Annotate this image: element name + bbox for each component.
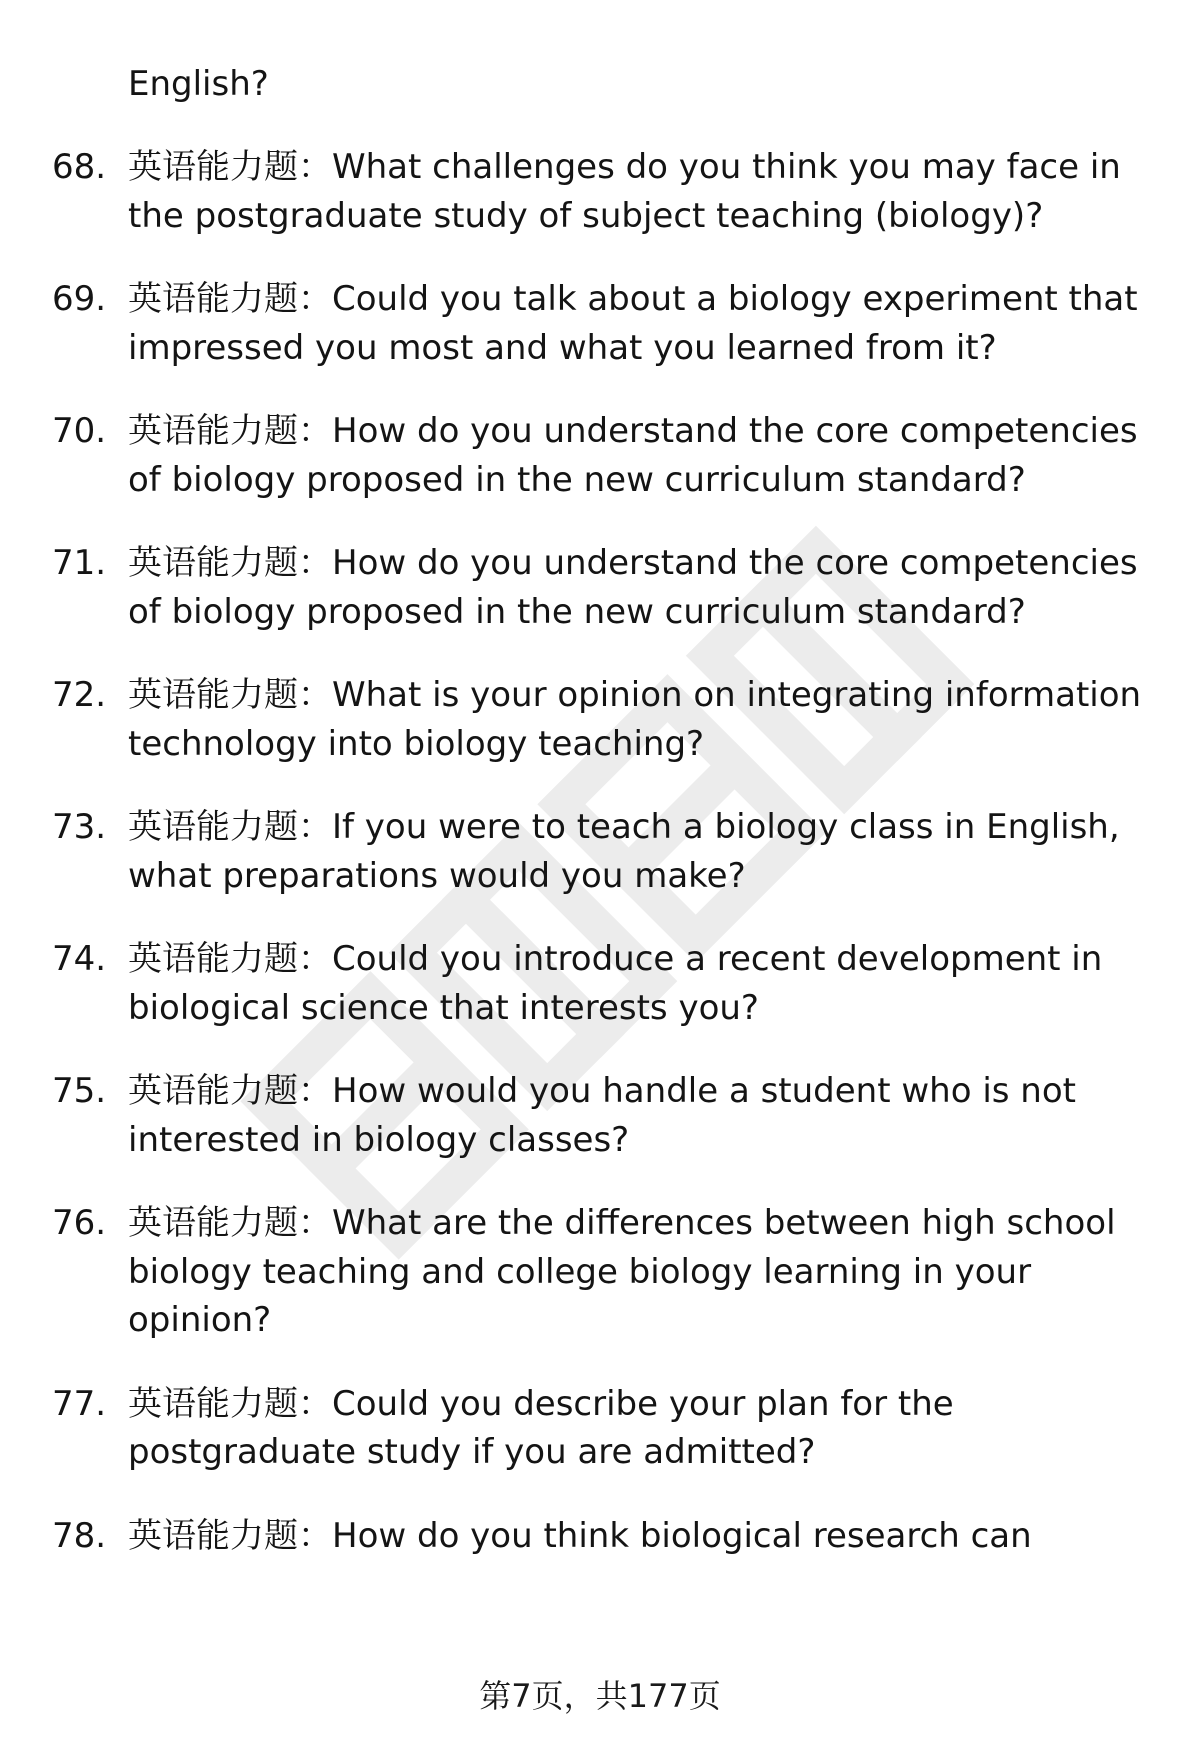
question-text: What are the differences between high school biology teaching and college biology learning in your opinion? xyxy=(128,1203,1116,1340)
question-prefix: 英语能力题： xyxy=(128,411,332,451)
question-prefix: 英语能力题： xyxy=(128,147,332,187)
question-number: 74. xyxy=(52,939,107,979)
question-number: 72. xyxy=(52,675,107,715)
question-prefix: 英语能力题： xyxy=(128,1071,332,1111)
question-text: How do you understand the core competencies of biology proposed in the new curriculum standard? xyxy=(128,543,1138,632)
question-text: If you were to teach a biology class in English, what preparations would you make? xyxy=(128,807,1120,896)
question-number: 70. xyxy=(52,411,107,451)
question-item xyxy=(0,1380,1148,1477)
question-item xyxy=(0,407,1148,504)
question-text: What challenges do you think you may face in the postgraduate study of subject teaching (biology)? xyxy=(128,147,1121,236)
page-footer: 第7页，共177页 xyxy=(479,1677,721,1715)
question-list xyxy=(0,143,1200,1595)
question-number: 71. xyxy=(52,543,107,583)
question-prefix: 英语能力题： xyxy=(128,1383,332,1424)
question-text: How do you understand the core competencies of biology proposed in the new curriculum standard? xyxy=(128,411,1138,500)
question-text: How do you think biological research can xyxy=(332,1515,1032,1556)
question-number: 77. xyxy=(52,1383,107,1424)
question-item xyxy=(0,1512,1148,1561)
question-number: 76. xyxy=(52,1203,107,1243)
question-number: 78. xyxy=(52,1515,107,1556)
question-prefix: 英语能力题： xyxy=(128,807,332,847)
question-prefix: 英语能力题： xyxy=(128,279,332,319)
question-prefix: 英语能力题： xyxy=(128,1515,332,1556)
question-item xyxy=(0,671,1148,768)
question-prefix: 英语能力题： xyxy=(128,1203,332,1243)
question-text: Could you describe your plan for the postgraduate study if you are admitted? xyxy=(128,1383,954,1472)
question-prefix: 英语能力题： xyxy=(128,543,332,583)
question-text: Could you talk about a biology experiment that impressed you most and what you learned from it? xyxy=(128,279,1138,368)
question-text: What is your opinion on integrating information technology into biology teaching? xyxy=(128,675,1142,764)
question-item xyxy=(0,1067,1148,1164)
question-text: How would you handle a student who is not interested in biology classes? xyxy=(128,1071,1076,1160)
question-number: 68. xyxy=(52,147,107,187)
question-prefix: 英语能力题： xyxy=(128,675,332,715)
carryover-text: English? xyxy=(128,64,269,104)
question-item xyxy=(0,539,1148,636)
question-text: Could you introduce a recent development in biological science that interests you? xyxy=(128,939,1103,1028)
question-number: 73. xyxy=(52,807,107,847)
question-item xyxy=(0,275,1148,372)
question-item xyxy=(0,803,1148,900)
question-number: 69. xyxy=(52,279,107,319)
question-item xyxy=(0,935,1148,1032)
question-number: 75. xyxy=(52,1071,107,1111)
question-item xyxy=(0,143,1148,240)
question-prefix: 英语能力题： xyxy=(128,939,332,979)
question-item xyxy=(0,1199,1148,1345)
